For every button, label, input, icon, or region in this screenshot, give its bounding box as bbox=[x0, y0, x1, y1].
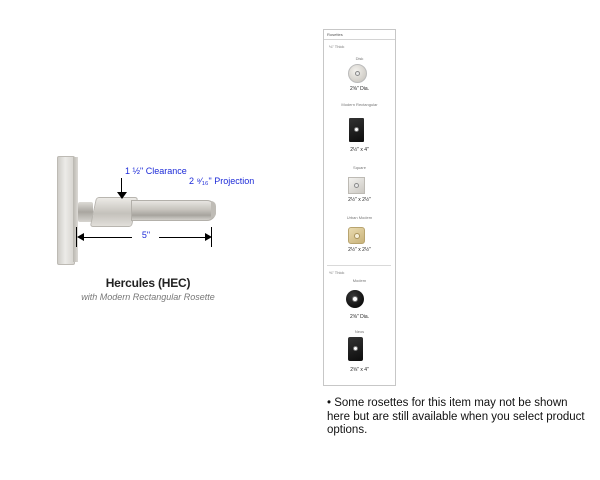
product-diagram bbox=[0, 0, 300, 330]
clearance-label: 1 ½" Clearance bbox=[125, 166, 187, 176]
lever-tip bbox=[211, 201, 216, 218]
option-size-urban-modern: 2½" x 2½" bbox=[348, 247, 371, 253]
clearance-arrow-icon bbox=[117, 192, 127, 199]
bullet-icon: • bbox=[327, 397, 332, 409]
section-label-thick: ⅜" Thick bbox=[329, 270, 345, 275]
option-name-disk: Disk bbox=[355, 56, 364, 61]
option-name-neos: Neos bbox=[354, 329, 365, 334]
rosette-swatch-disk[interactable] bbox=[348, 64, 367, 83]
spindle-hole bbox=[352, 296, 358, 302]
dimension-line-left bbox=[80, 237, 132, 238]
availability-note bbox=[327, 397, 587, 438]
panel-header: Rosettes bbox=[324, 30, 395, 40]
length-label: 5" bbox=[141, 230, 151, 240]
note-text: Some rosettes for this item may not be shown here but are still available when you select product options. bbox=[327, 397, 585, 436]
product-name: Hercules (HEC) bbox=[105, 276, 191, 290]
option-size-modern-rectangular: 2½" x 4" bbox=[350, 147, 369, 153]
rosette-swatch-neos[interactable] bbox=[348, 337, 363, 361]
projection-label: 2 ⁹⁄₁₆" Projection bbox=[189, 176, 255, 186]
spindle-hole bbox=[355, 71, 360, 76]
spindle-hole bbox=[354, 233, 360, 239]
rosette-swatch-modern[interactable] bbox=[346, 290, 364, 308]
section-label-thin: ⅛" Thick bbox=[329, 44, 345, 49]
option-name-square: Square bbox=[353, 165, 366, 170]
lever-handle bbox=[131, 200, 216, 221]
dimension-line-right bbox=[159, 237, 209, 238]
spindle-hole bbox=[353, 346, 358, 351]
spindle-hole bbox=[354, 127, 359, 132]
option-name-modern: Modern bbox=[352, 278, 367, 283]
section-divider bbox=[327, 265, 391, 266]
rosette-swatch-square[interactable] bbox=[348, 177, 365, 194]
dimension-tick-right bbox=[211, 227, 212, 247]
option-name-urban-modern: Urban Modern bbox=[346, 215, 373, 220]
rosette-swatch-modern-rectangular[interactable] bbox=[349, 118, 364, 142]
option-size-square: 2½" x 2½" bbox=[348, 197, 371, 203]
product-subtitle: with Modern Rectangular Rosette bbox=[81, 292, 215, 302]
rosette-swatch-urban-modern[interactable] bbox=[348, 227, 365, 244]
option-size-disk: 2⅝" Dia. bbox=[349, 86, 369, 92]
option-size-neos: 2⅝" x 4" bbox=[350, 367, 369, 373]
option-name-modern-rectangular: Modern Rectangular bbox=[341, 102, 378, 107]
option-size-modern: 2⅝" Dia. bbox=[349, 314, 369, 320]
spindle-hole bbox=[354, 183, 359, 188]
